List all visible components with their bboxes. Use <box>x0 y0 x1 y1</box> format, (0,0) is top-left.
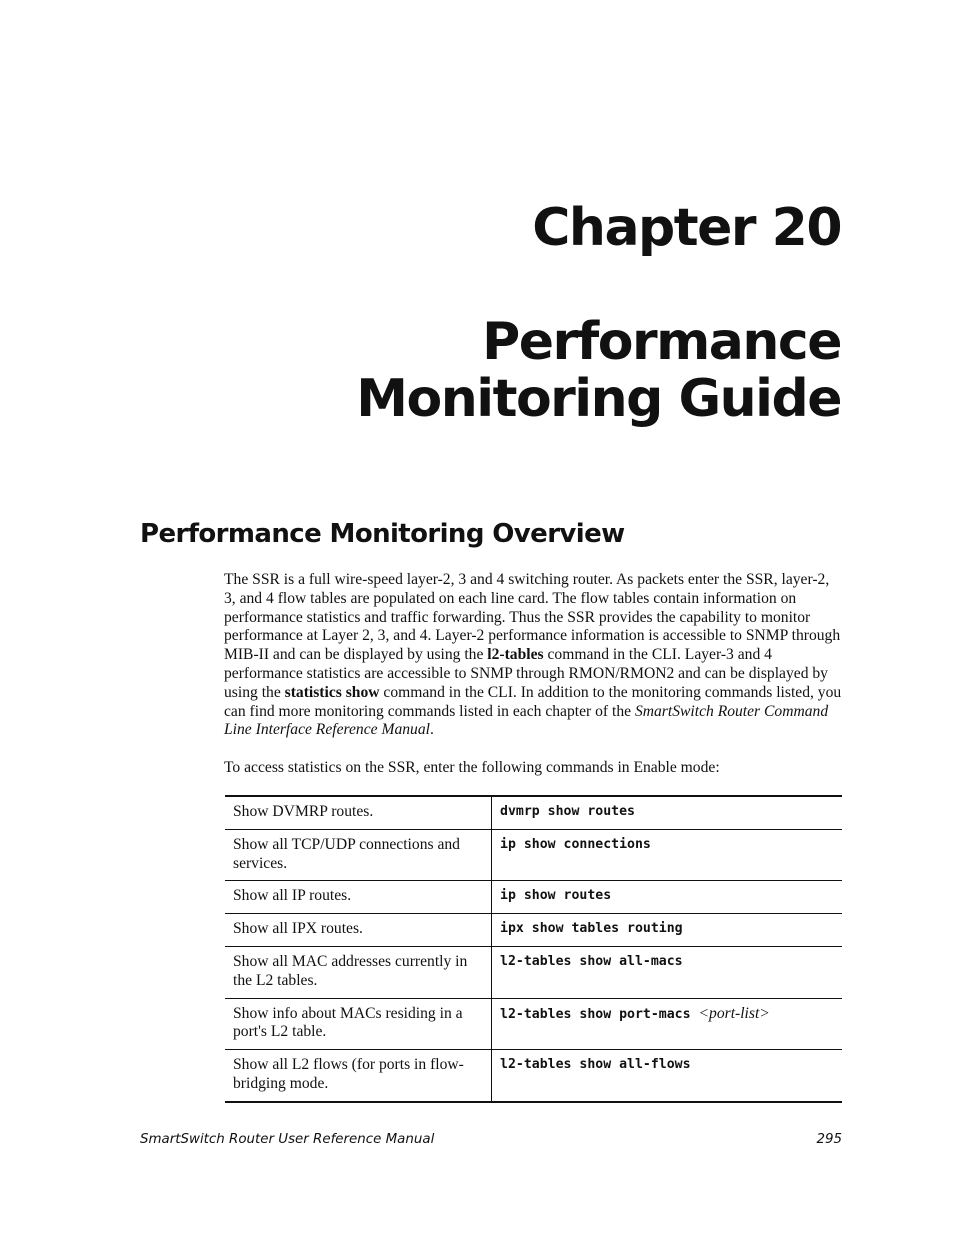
footer-page-number: 295 <box>816 1132 842 1147</box>
command-text: ip show routes <box>500 888 612 904</box>
table-row <box>225 946 842 998</box>
chapter-title <box>140 314 841 428</box>
table-row <box>225 914 842 947</box>
table-row <box>225 881 842 914</box>
command-description: Show DVMRP routes. <box>225 796 492 829</box>
section-heading: Performance Monitoring Overview <box>140 519 625 549</box>
command-cell <box>492 1050 843 1102</box>
command-cell <box>492 998 843 1050</box>
chapter-heading: Chapter 20 <box>532 198 841 258</box>
cli-reference-manual-title: SmartSwitch Router Command Line Interface Reference Manual <box>224 702 829 739</box>
command-description: Show all L2 flows (for ports in flow-bridging mode. <box>225 1050 492 1102</box>
command-text: ipx show tables routing <box>500 921 683 937</box>
command-text: dvmrp show routes <box>500 804 635 819</box>
overview-text-4: . <box>429 721 434 739</box>
overview-text-1: The SSR is a full wire-speed layer-2, 3 and 4 switching router. As packets enter the SSR, layer-2, 3, and 4 flow tables are populated on each line card. The flow tables contain information on performance statistics and traffic forwarding. Thus the SSR provides the capability to monitor performance at Layer 2, 3, and 4. Layer-2 performance information is accessible to SNMP through MIB-II and can be displayed by using the <box>224 571 841 664</box>
command-cell <box>492 796 843 829</box>
table-row <box>225 1050 842 1102</box>
command-text: l2-tables show all-macs <box>500 953 683 969</box>
command-text: l2-tables show port-macs <box>500 1006 691 1022</box>
command-description: Show info about MACs residing in a port's L2 table. <box>225 998 492 1050</box>
chapter-title-line-2: Monitoring Guide <box>356 369 841 429</box>
command-cell <box>492 914 843 947</box>
command-description: Show all IP routes. <box>225 881 492 914</box>
command-description: Show all TCP/UDP connections and services. <box>225 829 492 881</box>
table-row <box>225 796 842 829</box>
l2-tables-command: l2-tables <box>487 646 544 664</box>
overview-text-2: command in the CLI. Layer-3 and 4 performance statistics are accessible to SNMP through RMON/RMON2 and can be displayed by using the <box>224 646 828 701</box>
command-text: l2-tables show all-flows <box>500 1057 691 1073</box>
table-row <box>225 998 842 1050</box>
commands-table <box>225 795 842 1103</box>
chapter-title-line-1: Performance <box>482 312 841 372</box>
overview-paragraph <box>224 571 842 740</box>
command-text: ip show connections <box>500 836 651 852</box>
overview-text-3: command in the CLI. In addition to the monitoring commands listed, you can find more monitoring commands listed in each chapter of the <box>224 683 842 720</box>
footer-manual-title: SmartSwitch Router User Reference Manual <box>140 1132 435 1147</box>
command-cell <box>492 829 843 881</box>
statistics-show-command: statistics show <box>284 683 380 701</box>
table-row <box>225 829 842 881</box>
command-description: Show all IPX routes. <box>225 914 492 947</box>
command-cell <box>492 881 843 914</box>
command-description: Show all MAC addresses currently in the L2 tables. <box>225 946 492 998</box>
command-argument: <port-list> <box>698 1004 770 1022</box>
command-cell <box>492 946 843 998</box>
enable-mode-paragraph: To access statistics on the SSR, enter the following commands in Enable mode: <box>224 759 720 776</box>
